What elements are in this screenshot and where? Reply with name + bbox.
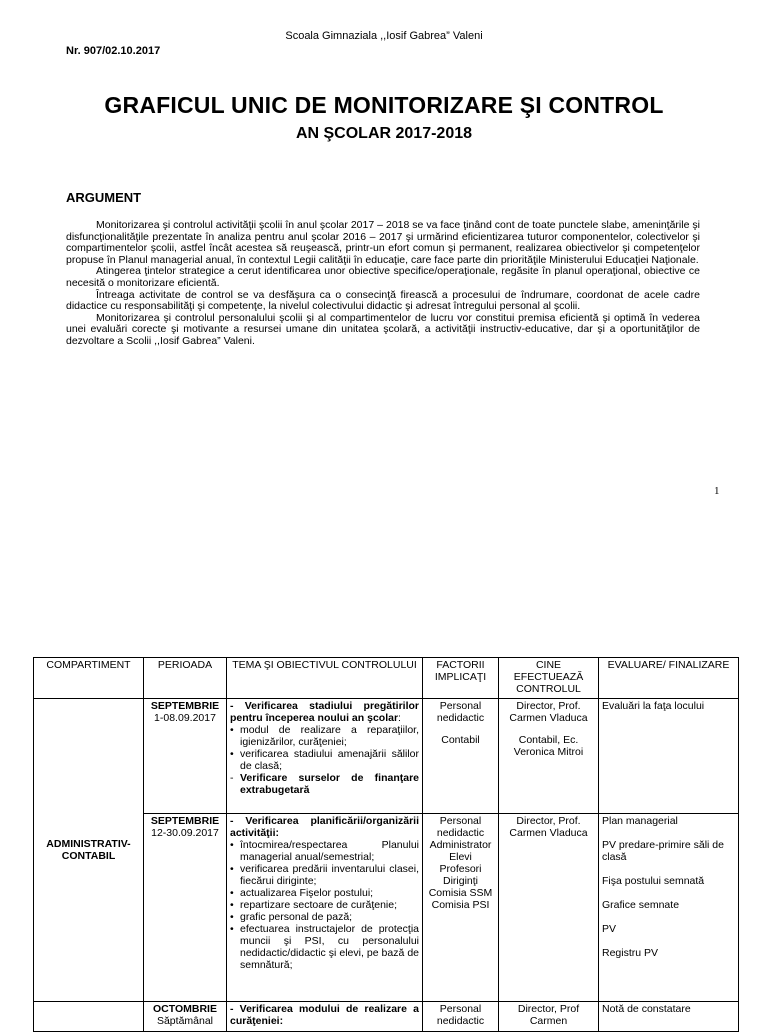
- compartment-cell: [34, 1002, 144, 1032]
- header-evaluation: EVALUARE/ FINALIZARE: [599, 658, 739, 699]
- theme-title: - Verificare surselor de finanţare extrabugetară: [230, 772, 419, 796]
- period-cell: SEPTEMBRIE 12-30.09.2017: [144, 814, 227, 1002]
- argument-paragraph-1: Monitorizarea şi controlul activităţii şcolii în anul şcolar 2017 – 2018 se va face ţinând cont de toate punctele slabe, ameninţările şi disfuncţionalităţile prezentate în analiza pentru anul şcolar 2016 – 2017 şi urmărind eficientizarea tuturor componentelor, colectivelor şi compartimentelor şcolii, astfel încât acestea să reuşească, printr-un efort comun şi permanent, realizarea obiectivelor şi competenţelor propuse în Planul managerial anual, în contextul Legii calităţii în educaţie, care face parte din priorităţile Ministerului Educaţiei Naţionale.: [66, 219, 700, 266]
- theme-item: • verificarea predării inventarului clasei, fiecărui diriginte;: [240, 863, 419, 887]
- page-title: GRAFICUL UNIC DE MONITORIZARE ŞI CONTROL: [104, 92, 664, 118]
- page-number: 1: [714, 485, 720, 497]
- theme-title: - Verificarea stadiului pregătirilor pentru începerea noului an şcolar:: [230, 700, 419, 724]
- argument-body: [66, 220, 700, 348]
- theme-item: • întocmirea/respectarea Planului managerial anual/semestrial;: [240, 839, 419, 863]
- factors-cell: Personal nedidactic Contabil: [423, 699, 499, 814]
- table-row: [34, 1002, 739, 1032]
- table-row: [34, 699, 739, 814]
- argument-paragraph-3: Întreaga activitate de control se va desfăşura ca o consecinţă firească a procesului de îndrumare, coordonat de acele cadre didactice cu responsabilităţi şi competenţe, la nivelul colectivului didactic şi adresat întregului personal al şcolii.: [66, 288, 700, 313]
- period-dates: 1-08.09.2017: [154, 712, 216, 724]
- monitoring-table: [33, 657, 739, 1032]
- period-cell: OCTOMBRIE Săptămânal: [144, 1002, 227, 1032]
- theme-item: • verificarea stadiului amenajării sălilor de clasă;: [240, 748, 419, 772]
- factors-cell: Personal nedidactic Administrator Elevi Profesori Diriginţi Comisia SSM Comisia PSI: [423, 814, 499, 1002]
- theme-item: • efectuarea instructajelor de protecţia muncii şi PSI, cu personalului nedidactic/didactic şi elevi, pe bază de semnătură;: [240, 923, 419, 971]
- page-subtitle: AN ŞCOLAR 2017-2018: [295, 125, 473, 142]
- header-theme: TEMA ŞI OBIECTIVUL CONTROLULUI: [227, 658, 423, 699]
- theme-item: • modul de realizare a reparaţiilor, igienizărilor, curăţeniei;: [240, 724, 419, 748]
- theme-cell: [227, 699, 423, 814]
- school-name: Scoala Gimnaziala ,,Iosif Gabrea” Valeni: [285, 30, 483, 42]
- argument-paragraph-4: Monitorizarea şi controlul personalului şcolii şi al compartimentelor de lucru vor constitui premisa eficientă şi optimă în vederea unei evaluări corecte şi motivante a resursei umane din unitatea şcolară, a activităţii instructiv-educative, dar şi a oportunităţilor de dezvoltare a Scolii ,,Iosif Gabrea” Valeni.: [66, 311, 700, 347]
- evaluation-cell: Notă de constatare: [599, 1002, 739, 1032]
- header-who: CINE EFECTUEAZĂ CONTROLUL: [499, 658, 599, 699]
- document-number: Nr. 907/02.10.2017: [66, 45, 161, 57]
- who-cell: Director, Prof. Carmen Vladuca Contabil, Ec. Veronica Mitroi: [499, 699, 599, 814]
- argument-paragraph-2: Atingerea ţintelor strategice a cerut identificarea unor obiective specifice/operaţionale, regăsite în planul operaţional, obiective ce necesită o monitorizare eficientă.: [66, 265, 700, 289]
- evaluation-cell: Evaluări la faţa locului: [599, 699, 739, 814]
- header-compartment: COMPARTIMENT: [34, 658, 144, 699]
- theme-item: • grafic personal de pază;: [240, 911, 419, 923]
- who-cell: Director, Prof. Carmen Vladuca: [499, 814, 599, 1002]
- theme-item: • repartizare sectoare de curăţenie;: [240, 899, 419, 911]
- compartment-cell: ADMINISTRATIV-CONTABIL: [34, 699, 144, 1002]
- theme-title: - Verificarea planificării/organizării activităţii:: [230, 815, 419, 839]
- header-factors: FACTORII IMPLICAŢI: [423, 658, 499, 699]
- theme-cell: [227, 814, 423, 1002]
- table-header-row: [34, 658, 739, 699]
- evaluation-cell: Plan managerial PV predare-primire săli de clasă Fişa postului semnată Grafice semnate PV Registru PV: [599, 814, 739, 1002]
- who-cell: Director, Prof Carmen: [499, 1002, 599, 1032]
- header-period: PERIOADA: [144, 658, 227, 699]
- theme-cell: - Verificarea modului de realizare a curăţeniei:: [227, 1002, 423, 1032]
- theme-item: • actualizarea Fişelor postului;: [240, 887, 419, 899]
- factors-cell: Personal nedidactic: [423, 1002, 499, 1032]
- period-cell: [144, 699, 227, 814]
- argument-heading: ARGUMENT: [66, 190, 142, 205]
- period-month: SEPTEMBRIE: [150, 700, 220, 712]
